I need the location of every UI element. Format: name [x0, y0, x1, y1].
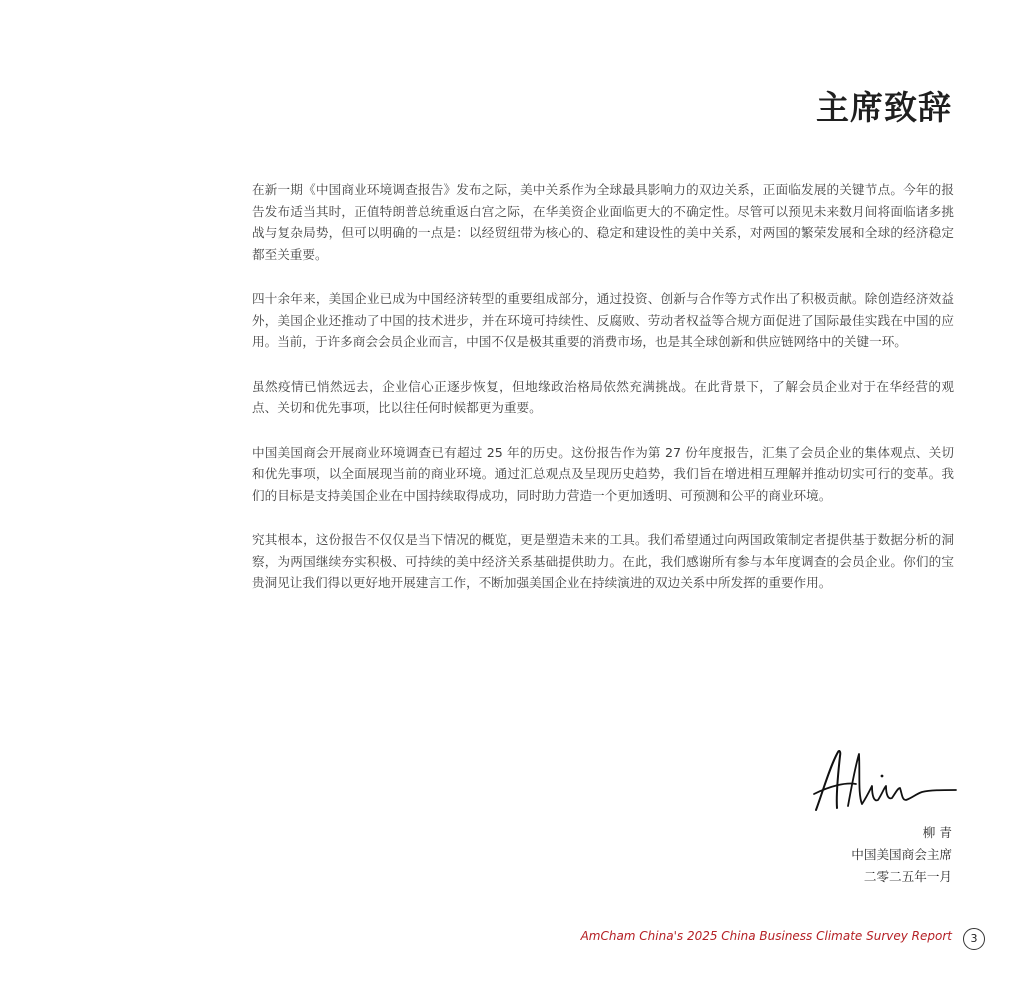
paragraph-3: 虽然疫情已悄然远去，企业信心正逐步恢复，但地缘政治格局依然充满挑战。在此背景下，了解会员企业对于在华经营的观点、关切和优先事项，比以往任何时候都更为重要。 — [252, 378, 954, 415]
signer-position: 中国美国商会主席 — [851, 847, 952, 862]
signer-name: 柳 青 — [922, 825, 952, 840]
handwritten-signature — [812, 744, 960, 820]
paragraph-4: 中国美国商会开展商业环境调查已有超过 25 年的历史。这份报告作为第 27 份年度报告，汇集了会员企业的集体观点、关切和优先事项，以全面展现当前的商业环境。通过汇总观点及呈现历史趋势，我们旨在增进相互理解并推动切实可行的变革。我们的目标是支持美国企业在中国持续取得成功，同时助力营造一个更加透明、可预测和公平的商业环境。 — [252, 444, 954, 503]
paragraph-1: 在新一期《中国商业环境调查报告》发布之际，美中关系作为全球最具影响力的双边关系，正面临发展的关键节点。今年的报告发布适当其时，正值特朗普总统重返白宫之际，在华美资企业面临更大的不确定性。尽管可以预见未来数月间将面临诸多挑战与复杂局势，但可以明确的一点是：以经贸纽带为核心的、稳定和建设性的美中关系，对两国的繁荣发展和全球的经济稳定都至关重要。 — [252, 182, 954, 262]
signer-date: 二零二五年一月 — [863, 869, 952, 884]
paragraph-2: 四十余年来，美国企业已成为中国经济转型的重要组成部分，通过投资、创新与合作等方式作出了积极贡献。除创造经济效益外，美国企业还推动了中国的技术进步，并在环境可持续性、反腐败、劳动者权益等合规方面促进了国际最佳实践在中国的应用。当前，于许多商会会员企业而言，中国不仅是极其重要的消费市场，也是其全球创新和供应链网络中的关键一环。 — [252, 291, 954, 349]
page-title: 主席致辞 — [816, 88, 952, 127]
page-number: 3 — [963, 928, 985, 950]
signature-block — [851, 822, 952, 888]
footer-report-title: AmCham China's 2025 China Business Climate Survey Report — [580, 929, 952, 943]
paragraph-5: 究其根本，这份报告不仅仅是当下情况的概览，更是塑造未来的工具。我们希望通过向两国政策制定者提供基于数据分析的洞察，为两国继续夯实积极、可持续的美中经济关系基础提供助力。在此，我们感谢所有参与本年度调查的会员企业。你们的宝贵洞见让我们得以更好地开展建言工作，不断加强美国企业在持续演进的双边关系中所发挥的重要作用。 — [252, 532, 954, 590]
letter-body — [252, 179, 954, 617]
